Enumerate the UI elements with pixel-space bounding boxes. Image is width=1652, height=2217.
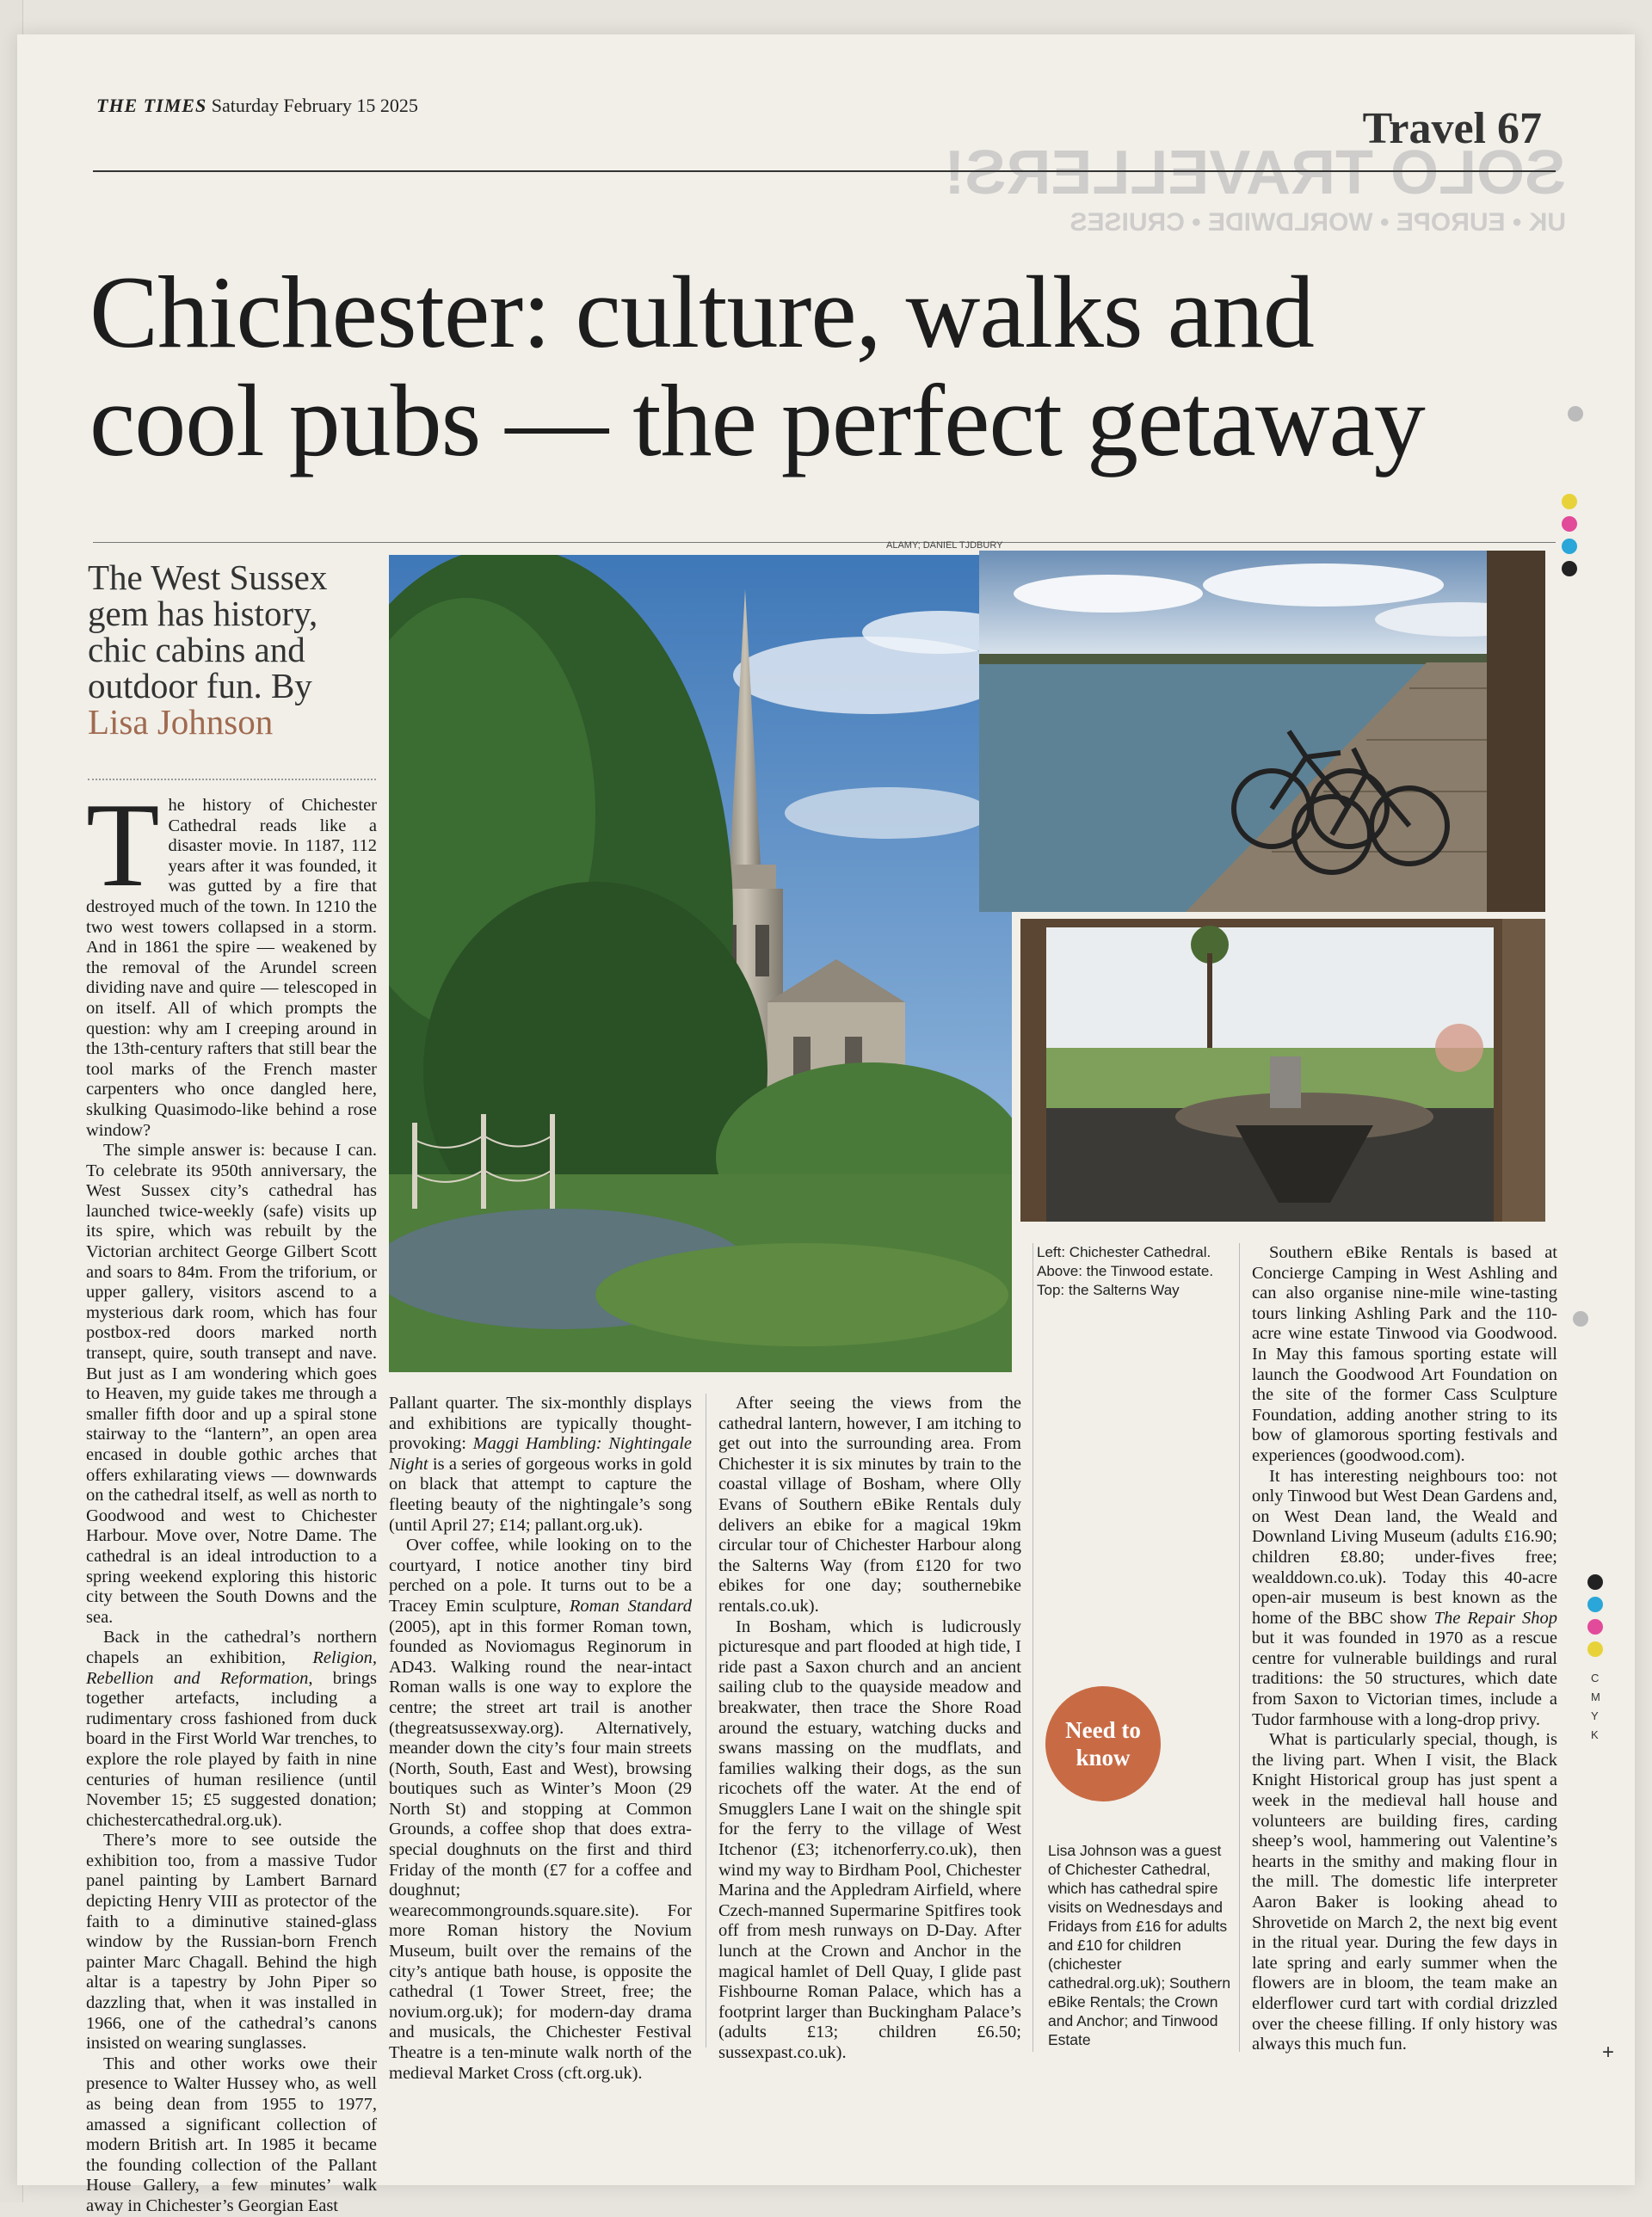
article-column-3 (718, 1394, 1021, 2064)
exhibition-title: Maggi Hambling: Nightingale Night (389, 1434, 692, 1474)
standfirst-text: The West Sussex gem has history, chic cabins and outdoor fun. (88, 557, 328, 705)
cmyk-letters: C M Y K (1591, 1672, 1600, 1741)
bleed-through-ad (809, 138, 1566, 267)
article-paragraph: Southern eBike Rentals is based at Concierge Camping in West Ashling and can also organise nine-mile wine-tasting tours linking Ashling Park and the 110-acre wine estate Tinwood via Goodwood. In May this famous sporting estate will launch the Goodwood Art Foundation on the site of the former Cass Sculpture Foundation, adding another string to its bow of glamorous sporting festivals and experiences (goodwood.com). (1252, 1243, 1557, 1465)
article-paragraph: After seeing the views from the cathedral lantern, however, I am itching to get out into the surrounding area. From Chichester it is six minutes by train to the coastal village of Bosham, where Olly Evans of Southern eBike Rentals duly delivers an ebike for a magical 19km circular tour of Chichester Harbour along the Salterns Way (from £120 for two ebikes for one day; southernebike rentals.co.uk). (718, 1394, 1021, 1616)
need-to-know-label: Need to know (1065, 1717, 1141, 1771)
black-registration-dot (1562, 561, 1577, 576)
page-number: 67 (1497, 104, 1542, 153)
article-paragraph (86, 779, 377, 1141)
tinwood-estate-photo-art (1020, 919, 1545, 1222)
cathedral-photo (389, 555, 1012, 1372)
byline-prefix: By (270, 666, 312, 705)
article-text: but it was founded in 1970 as a rescue centre for vulnerable buildings and rural traditions: the 50 structures, which date from Saxon to Victorian times, include a Tudor farmhouse with a long-drop privy. (1252, 1629, 1557, 1729)
headline-line2: cool pubs — the perfect getaway (89, 363, 1425, 477)
article-paragraph: There’s more to see outside the exhibition too, from a massive Tudor panel painting by Lambert Barnard depicting Henry VIII as protector of the faith to a diminutive stained-glass window by the Russian-born French painter Marc Chagall. Behind the high altar is a tapestry by John Piper so dazzling that, when it was installed in 1966, one of the cathedral’s canons insisted on wearing sunglasses. (86, 1831, 377, 2054)
byline-author: Lisa Johnson (88, 702, 274, 742)
cyan-registration-dot (1562, 539, 1577, 554)
article-paragraph (86, 1628, 377, 1831)
dropcap: T (86, 779, 160, 912)
article-text: (2005), apt in this former Roman town, founded as Noviomagus Reginorum in AD43. Walking round the near-intact Roman walls is one way to explore the centre; the street art trail is another (thegreatsussexway.org). Alternatively, meander down the city’s four main streets (North, South, East and West), browsing boutiques such as Winter’s Moon (29 North St) and stopping at Common Grounds, a coffee shop that does extra-special doughnuts on the first and third Friday of the month (£7 for a coffee and doughnut; wearecommongrounds.square.site). For more Roman history the Novium Museum, built over the remains of the city’s antique bath house, is opposite the cathedral (1 Tower Street, free; the novium.org.uk); for modern-day drama and musicals, the Chichester Festival Theatre is a ten-minute walk north of the medieval Market Cross (cft.org.uk). (389, 1617, 692, 2083)
article-paragraph (389, 1536, 692, 2084)
article-paragraph (389, 1394, 692, 1536)
article-paragraph (1252, 1467, 1557, 1731)
headline-rule (93, 542, 1556, 543)
bleed-through-ad-line1: SOLO TRAVELLERS! (944, 139, 1566, 207)
article-text: is a series of gorgeous works in gold on black that attempt to capture the fleeting beauty of the nightingale’s song (until April 27; £14; pallant.org.uk). (389, 1454, 692, 1535)
article-column-5 (1252, 1243, 1557, 2055)
article-paragraph: This and other works owe their presence to Walter Hussey who, as well as being dean from 1955 to 1977, amassed a significant collection of modern British art. In 1985 it became the founding collection of the Pallant House Gallery, a few minutes’ walk away in Chichester’s Georgian East (86, 2054, 377, 2215)
article-column-1 (86, 779, 378, 2217)
article-paragraph: In Bosham, which is ludicrously picturesque and part flooded at high tide, I ride past a Saxon church and an ancient sailing club to the quayside meadow and breakwater, then trace the Shore Road around the estuary, watching ducks and swans massing on the mudflats, and families walking their dogs, as the sun ricochets off the water. At the end of Smugglers Lane I wait on the shingle spit for the ferry to the village of West Itchenor (£3; itchenorferry.co.uk), then wind my way to Birdham Pool, Chichester Marina and the Appledram Airfield, where Czech-manned Supermarine Spitfires took off from mesh runways on D-Day. After lunch at the Crown and Anchor in the magical hamlet of Dell Quay, I glide past Fishbourne Roman Palace, which has a footprint larger than Buckingham Palace’s (adults £13; children £6.50; sussexpast.co.uk). (718, 1617, 1021, 2062)
article-text: , brings together artefacts, including a rudimentary cross fashioned from duck board in the First World War trenches, to explore the role played by faith in nine centuries of human resilience (until November 15; £5 suggested donation; chichestercathedral.org.uk). (86, 1668, 378, 1830)
article-text: Pallant quarter. The six-monthly displays and exhibitions are typically thought-provoking: (389, 1394, 692, 1454)
article-text: It has interesting neighbours too: not only Tinwood but West Dean Gardens and, on West Dean land, the Weald and Downland Living Museum (adults £16.90; children £8.80; under-fives free; wealddown.co.uk). Today this 40-acre open-air museum is best known as the home of the BBC show (1252, 1466, 1557, 1628)
registration-dot (1573, 1311, 1588, 1327)
artwork-title: Roman Standard (569, 1596, 692, 1616)
headline-line1: Chichester: culture, walks and (89, 255, 1314, 369)
article-paragraph: What is particularly special, though, is the living part. When I visit, the Black Knight Historical group has just spent a week in the medieval hall house and volunteers are building fires, carding sheep’s wool, hammering out Valentine’s hearts in the smithy and making flour in the mill. The domestic life interpreter Aaron Baker is looking ahead to Shrovetide on March 2, the next big event in the ritual year. During the few days in late spring and early summer when the flowers are in bloom, the team make an elderflower curd tart with cordial drizzled over the cheese filling. If only history was always this much fun. (1252, 1730, 1557, 2054)
article-text: Back in the cathedral’s northern chapels an exhibition, (86, 1628, 377, 1667)
photo-credit: ALAMY; DANIEL TJDBURY (886, 540, 1003, 551)
cathedral-photo-art (389, 555, 1012, 1372)
masthead-date: Saturday February 15 2025 (211, 95, 418, 116)
tv-show-title: The Repair Shop (1433, 1608, 1558, 1628)
yellow-registration-dot (1562, 494, 1577, 509)
column-rule (1032, 1243, 1033, 2052)
registration-dot (1568, 406, 1583, 422)
salterns-way-photo (979, 551, 1545, 912)
article-text: Over coffee, while looking on to the courtyard, I notice another tiny bird perched on a pole. It turns out to be a Tracey Emin sculpture, (389, 1536, 692, 1616)
need-to-know-badge (1045, 1686, 1161, 1801)
article-text: he history of Chichester Cathedral reads like a disaster movie. In 1187, 112 years after it was founded, it was gutted by a fire that destroyed much of the town. In 1210 the two west towers collapsed in a storm. And in 1861 the spire — weakened by the removal of the Arundel screen dividing nave and quire — telescoped in on itself. All of which prompts the question: why am I creeping around in the 13th-century rafters that still bear the tool marks of the French master carpenters who once dangled here, skulking Quasimodo-like behind a rose window? (86, 796, 377, 1140)
photo-caption: Left: Chichester Cathedral. Above: the Tinwood estate. Top: the Salterns Way (1037, 1244, 1214, 1298)
black-registration-dot (1587, 1574, 1603, 1590)
column-rule (1239, 1243, 1240, 2052)
magenta-registration-dot (1562, 516, 1577, 532)
article-column-2 (389, 1394, 692, 2084)
need-to-know-text: Lisa Johnson was a guest of Chichester Cathedral, which has cathedral spire visits on Wednesdays and Fridays from £16 for adults and £10 for children (chichester cathedral.org.uk); Southern eBike Rentals; the Crown and Anchor; and Tinwood Estate (1048, 1842, 1231, 2048)
headline (89, 255, 1569, 477)
article-paragraph: The simple answer is: because I can. To celebrate its 950th anniversary, the West Sussex city’s cathedral has launched twice-weekly (safe) visits up its spire, which was rebuilt by the Victorian architect George Gilbert Scott and soars to 84m. From the triforium, or upper gallery, visitors ascend to a mysterious dark room, which has four postbox-red doors marked north transept, quire, south transept and nave. But just as I am wondering which goes to Heaven, my guide takes me through a smaller fifth door and up a spiral stone stairway to the “lantern”, an open area encased in double gothic arches that offers exhilarating views — downwards on the cathedral itself, as well as north to Goodwood and west to Chichester Harbour. Move over, Notre Dame. The cathedral is an ideal introduction to a spring weekend exploring this historic city between the South Downs and the sea. (86, 1141, 377, 1627)
standfirst (88, 559, 380, 740)
exhibition-title: Religion, Rebellion and Reformation (86, 1647, 377, 1688)
masthead-rule (93, 170, 1556, 172)
yellow-registration-dot (1587, 1641, 1603, 1657)
section-name: Travel (1362, 104, 1486, 153)
section-label (1363, 103, 1542, 154)
masthead-logo: THE TIMES (96, 95, 207, 116)
salterns-way-photo-art (979, 551, 1545, 912)
tinwood-estate-photo (1020, 919, 1545, 1222)
magenta-registration-dot (1587, 1619, 1603, 1635)
cyan-registration-dot (1587, 1597, 1603, 1612)
bleed-through-ad-line2: UK • EUROPE • WORLDWIDE • CRUISES (1069, 208, 1566, 237)
masthead (96, 95, 418, 117)
crop-mark-plus: + (1602, 2041, 1615, 2064)
